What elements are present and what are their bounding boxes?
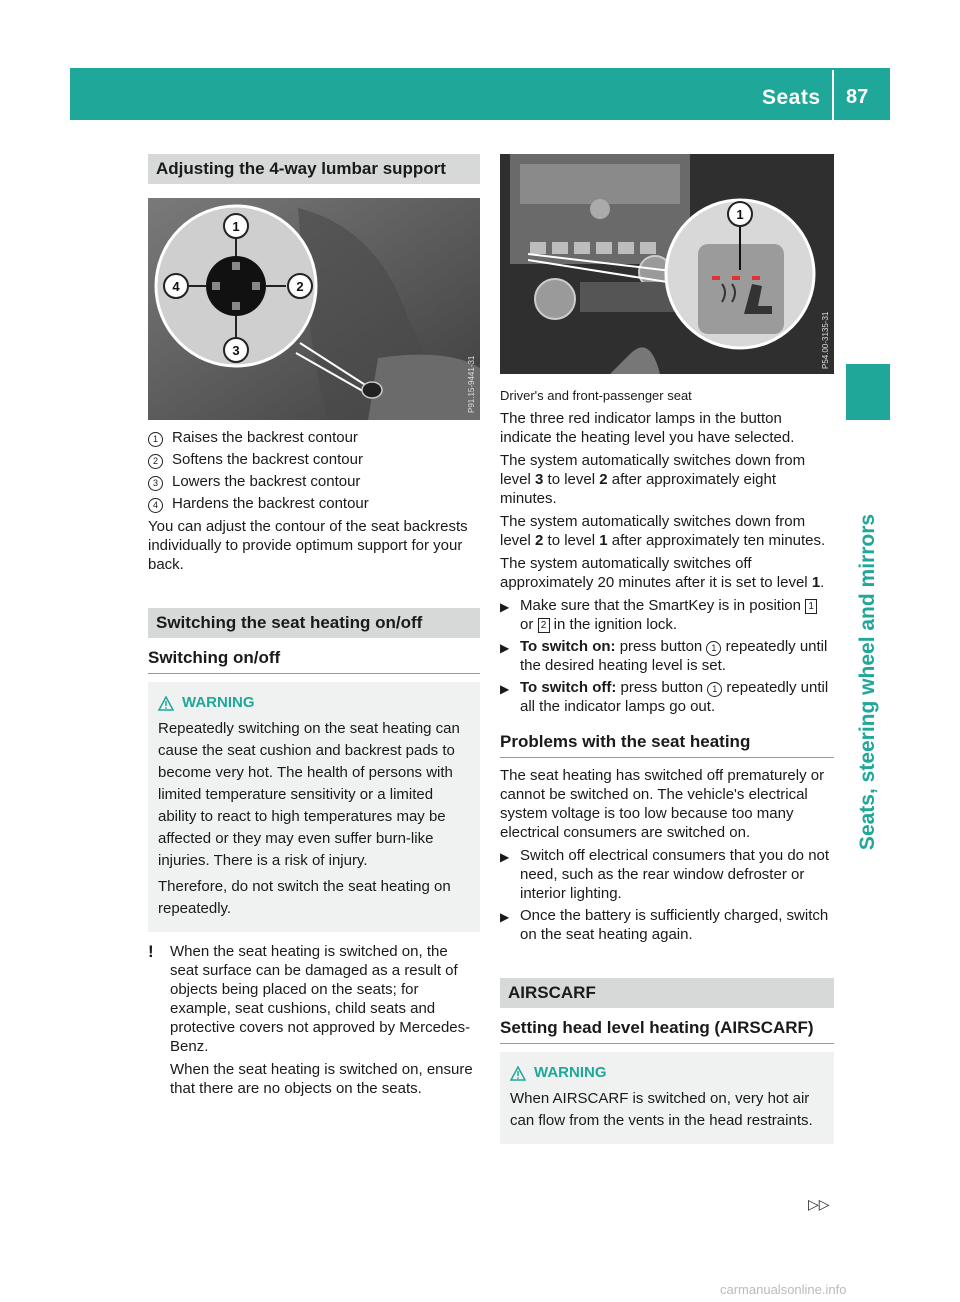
legend-text: Hardens the backrest contour xyxy=(172,495,369,512)
warning-text: Therefore, do not switch the seat heating on repeatedly. xyxy=(158,878,451,917)
notice-text: When the seat heating is switched on, ensure that there are no objects on the seats. xyxy=(170,1061,473,1097)
subheading-switching: Switching on/off xyxy=(148,638,480,674)
header-divider xyxy=(832,70,834,120)
step-item: ▶ To switch on: press button 1 repeatedly until the desired heating level is set. xyxy=(500,638,828,674)
chapter-title: Seats xyxy=(762,86,821,109)
callout-4: 4 xyxy=(172,279,180,294)
legend-text: Raises the backrest contour xyxy=(172,429,358,446)
paragraph-level-3-2: The system automatically switches down from level 3 to level 2 after approximately eight minutes. xyxy=(500,452,806,507)
legend-number: 2 xyxy=(148,454,163,469)
callout-1: 1 xyxy=(232,219,240,234)
subheading-airscarf: Setting head level heating (AIRSCARF) xyxy=(500,1008,834,1044)
legend-item xyxy=(148,428,480,447)
step-arrow-icon: ▶ xyxy=(500,600,510,614)
subheading-problems: Problems with the seat heating xyxy=(500,722,834,758)
warning-label: WARNING xyxy=(182,694,255,711)
left-column xyxy=(148,154,480,1102)
callout-2: 2 xyxy=(296,279,304,294)
paragraph-level-2-1: The system automatically switches down from level 2 to level 1 after approximately ten minutes. xyxy=(500,513,826,549)
legend-text: Softens the backrest contour xyxy=(172,451,363,468)
legend-number: 3 xyxy=(148,476,163,491)
step-arrow-icon: ▶ xyxy=(500,682,510,696)
section-title-lumbar: Adjusting the 4-way lumbar support xyxy=(148,154,480,184)
step-item: ▶ Make sure that the SmartKey is in position 1 or 2 in the ignition lock. xyxy=(500,596,834,634)
seat-heating-button-image xyxy=(500,154,834,374)
warning-triangle-icon xyxy=(510,1066,526,1081)
legend-number: 4 xyxy=(148,498,163,513)
warning-box xyxy=(148,682,480,932)
key-position-icon: 1 xyxy=(805,599,817,614)
exclamation-icon: ! xyxy=(148,942,154,961)
warning-heading xyxy=(510,1062,824,1084)
console-illustration xyxy=(500,154,834,374)
problems-paragraph: The seat heating has switched off prematurely or cannot be switched on. The vehicle's electrical system voltage is too low because too many electrical consumers are switched on. xyxy=(500,767,825,841)
step-item: ▶ Switch off electrical consumers that you do not need, such as the rear window defroster or interior lighting. xyxy=(500,847,830,902)
warning-label: WARNING xyxy=(534,1064,607,1081)
watermark-footer: carmanualsonline.info xyxy=(720,1282,847,1297)
callout-1: 1 xyxy=(736,207,744,222)
step-arrow-icon: ▶ xyxy=(500,910,510,924)
warning-triangle-icon xyxy=(158,696,174,711)
notice-text: When the seat heating is switched on, the seat surface can be damaged as a result of objects being placed on the seats; for example, seat cushions, child seats and protective covers not approved by Mercedes-Benz. xyxy=(170,943,471,1055)
warning-heading xyxy=(158,692,470,714)
warning-text: When AIRSCARF is switched on, very hot air can flow from the vents in the head restraints. xyxy=(510,1090,813,1129)
step-item: ▶ Once the battery is sufficiently charged, switch on the seat heating again. xyxy=(500,907,829,943)
step-arrow-icon: ▶ xyxy=(500,641,510,655)
legend-item xyxy=(148,450,480,469)
image-caption: Driver's and front-passenger seat xyxy=(500,388,692,403)
warning-text: Repeatedly switching on the seat heating can cause the seat cushion and backrest pads to become very hot. The health of persons with limited temperature sensitivity or a limited ability to react to high temperatures may be affected or they may even suffer burn-like injuries. There is a risk of injury. xyxy=(158,720,460,869)
legend-text: Lowers the backrest contour xyxy=(172,473,361,490)
paragraph-auto-off: The system automatically switches off approximately 20 minutes after it is set to level 1. xyxy=(500,555,825,591)
lumbar-support-image xyxy=(148,198,480,420)
step-item: ▶ To switch off: press button 1 repeatedly until all the indicator lamps go out. xyxy=(500,679,829,715)
lumbar-illustration xyxy=(148,198,480,420)
continue-arrow-icon: ▷▷ xyxy=(808,1196,830,1212)
paragraph-indicator: The three red indicator lamps in the button indicate the heating level you have selected. xyxy=(500,410,795,446)
side-tab-label: Seats, steering wheel and mirrors xyxy=(856,513,879,851)
lumbar-paragraph: You can adjust the contour of the seat backrests individually to provide optimum support for your back. xyxy=(148,518,468,573)
airscarf-warning-box xyxy=(500,1052,834,1144)
image-code: P54.00-3135-31 xyxy=(821,311,830,369)
right-column xyxy=(500,154,834,1154)
section-title-seat-heating: Switching the seat heating on/off xyxy=(148,608,480,638)
legend-number: 1 xyxy=(148,432,163,447)
legend-item xyxy=(148,472,480,491)
step-arrow-icon: ▶ xyxy=(500,850,510,864)
section-title-airscarf: AIRSCARF xyxy=(500,978,834,1008)
page-number: 87 xyxy=(846,86,869,108)
key-position-icon: 2 xyxy=(538,618,550,633)
callout-number: 1 xyxy=(706,641,721,656)
notice-block xyxy=(148,942,480,1102)
legend-item xyxy=(148,494,480,513)
callout-number: 1 xyxy=(707,682,722,697)
legend-list xyxy=(148,428,480,513)
image-code: P91.15-9441-31 xyxy=(467,355,476,413)
callout-3: 3 xyxy=(232,343,240,358)
